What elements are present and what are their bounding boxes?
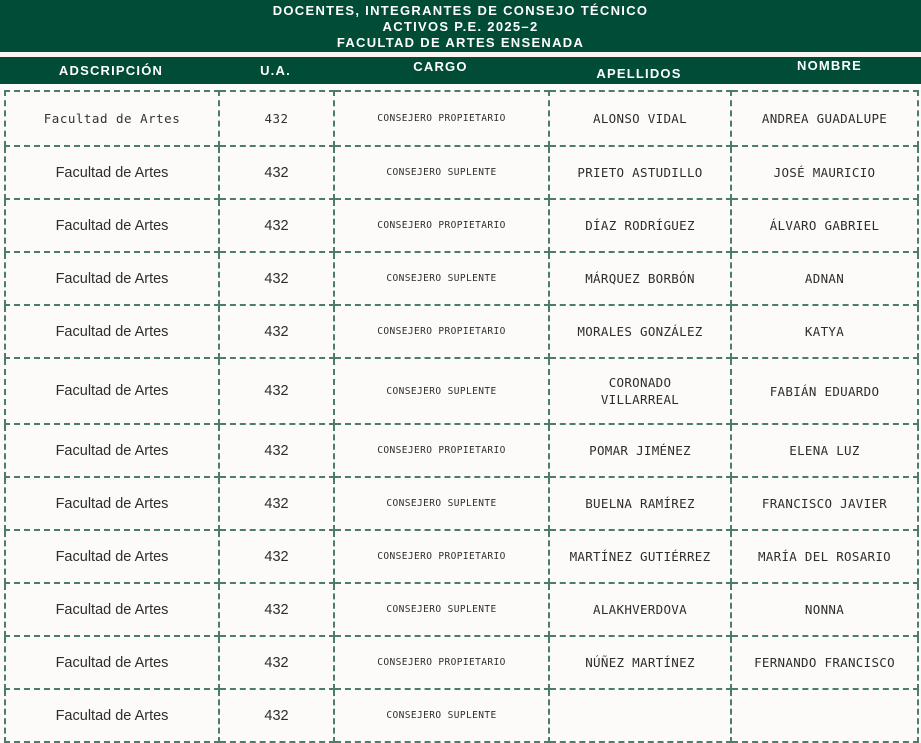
cell-ua: 432 xyxy=(219,636,334,689)
cell-ua: 432 xyxy=(219,199,334,252)
cell-cargo: CONSEJERO SUPLENTE xyxy=(334,146,549,199)
column-header-apellidos: APELLIDOS xyxy=(596,66,682,81)
cell-ua: 432 xyxy=(219,424,334,477)
cell-adscripcion: Facultad de Artes xyxy=(5,91,219,146)
cell-cargo: CONSEJERO SUPLENTE xyxy=(334,583,549,636)
cell-adscripcion: Facultad de Artes xyxy=(5,636,219,689)
title-line-3: FACULTAD DE ARTES ENSENADA xyxy=(336,35,585,50)
cell-nombre: JOSÉ MAURICIO xyxy=(731,146,918,199)
cell-nombre: ELENA LUZ xyxy=(731,424,918,477)
cell-cargo: CONSEJERO PROPIETARIO xyxy=(334,305,549,358)
cell-adscripcion: Facultad de Artes xyxy=(5,530,219,583)
cell-ua: 432 xyxy=(219,530,334,583)
cell-adscripcion: Facultad de Artes xyxy=(5,477,219,530)
cell-apellidos: POMAR JIMÉNEZ xyxy=(549,424,731,477)
cell-cargo: CONSEJERO PROPIETARIO xyxy=(334,199,549,252)
cell-cargo: CONSEJERO SUPLENTE xyxy=(334,689,549,742)
cell-apellidos xyxy=(549,689,731,742)
cell-nombre: FERNANDO FRANCISCO xyxy=(731,636,918,689)
cell-adscripcion: Facultad de Artes xyxy=(5,358,219,424)
cell-adscripcion: Facultad de Artes xyxy=(5,424,219,477)
cell-cargo: CONSEJERO SUPLENTE xyxy=(334,477,549,530)
cell-apellidos: PRIETO ASTUDILLO xyxy=(549,146,731,199)
cell-nombre: KATYA xyxy=(731,305,918,358)
cell-nombre: NONNA xyxy=(731,583,918,636)
cell-apellidos: CORONADO VILLARREAL xyxy=(549,358,731,424)
cell-adscripcion: Facultad de Artes xyxy=(5,689,219,742)
cell-nombre: ANDREA GUADALUPE xyxy=(731,91,918,146)
cell-ua: 432 xyxy=(219,305,334,358)
cell-adscripcion: Facultad de Artes xyxy=(5,146,219,199)
table-row xyxy=(5,91,918,146)
column-header-cargo: CARGO xyxy=(413,59,468,74)
cell-ua: 432 xyxy=(219,689,334,742)
cell-nombre: ÁLVARO GABRIEL xyxy=(731,199,918,252)
consejo-tecnico-table xyxy=(4,90,919,743)
cell-cargo: CONSEJERO SUPLENTE xyxy=(334,252,549,305)
table-column-header-band xyxy=(0,57,921,84)
table-row xyxy=(5,636,918,689)
document-title xyxy=(0,0,921,52)
cell-apellidos: ALAKHVERDOVA xyxy=(549,583,731,636)
cell-cargo: CONSEJERO PROPIETARIO xyxy=(334,91,549,146)
cell-ua: 432 xyxy=(219,477,334,530)
cell-cargo: CONSEJERO PROPIETARIO xyxy=(334,636,549,689)
cell-apellidos: NÚÑEZ MARTÍNEZ xyxy=(549,636,731,689)
cell-adscripcion: Facultad de Artes xyxy=(5,252,219,305)
cell-cargo: CONSEJERO SUPLENTE xyxy=(334,358,549,424)
cell-nombre: FRANCISCO JAVIER xyxy=(731,477,918,530)
cell-apellidos: MARTÍNEZ GUTIÉRREZ xyxy=(549,530,731,583)
cell-adscripcion: Facultad de Artes xyxy=(5,199,219,252)
cell-nombre xyxy=(731,689,918,742)
table-row xyxy=(5,477,918,530)
cell-apellidos: MÁRQUEZ BORBÓN xyxy=(549,252,731,305)
title-line-1: DOCENTES, INTEGRANTES DE CONSEJO TÉCNICO xyxy=(272,3,649,18)
cell-nombre: FABIÁN EDUARDO xyxy=(731,358,918,424)
cell-ua: 432 xyxy=(219,252,334,305)
cell-ua: 432 xyxy=(219,146,334,199)
cell-ua: 432 xyxy=(219,583,334,636)
table-row xyxy=(5,358,918,424)
table-row xyxy=(5,530,918,583)
cell-apellidos: BUELNA RAMÍREZ xyxy=(549,477,731,530)
cell-cargo: CONSEJERO PROPIETARIO xyxy=(334,424,549,477)
cell-apellidos: DÍAZ RODRÍGUEZ xyxy=(549,199,731,252)
table-container xyxy=(0,84,921,743)
table-row xyxy=(5,146,918,199)
table-row xyxy=(5,583,918,636)
cell-adscripcion: Facultad de Artes xyxy=(5,583,219,636)
cell-adscripcion: Facultad de Artes xyxy=(5,305,219,358)
cell-apellidos: ALONSO VIDAL xyxy=(549,91,731,146)
cell-ua: 432 xyxy=(219,91,334,146)
column-header-adscripcion: ADSCRIPCIÓN xyxy=(58,63,164,78)
cell-nombre: MARÍA DEL ROSARIO xyxy=(731,530,918,583)
column-header-ua: U.A. xyxy=(260,63,291,78)
title-line-2: ACTIVOS P.E. 2025–2 xyxy=(382,19,539,34)
column-header-nombre: NOMBRE xyxy=(797,58,862,73)
table-row xyxy=(5,252,918,305)
cell-nombre: ADNAN xyxy=(731,252,918,305)
cell-apellidos: MORALES GONZÁLEZ xyxy=(549,305,731,358)
cell-cargo: CONSEJERO PROPIETARIO xyxy=(334,530,549,583)
table-row xyxy=(5,689,918,742)
table-row xyxy=(5,305,918,358)
cell-ua: 432 xyxy=(219,358,334,424)
table-row xyxy=(5,199,918,252)
table-row xyxy=(5,424,918,477)
